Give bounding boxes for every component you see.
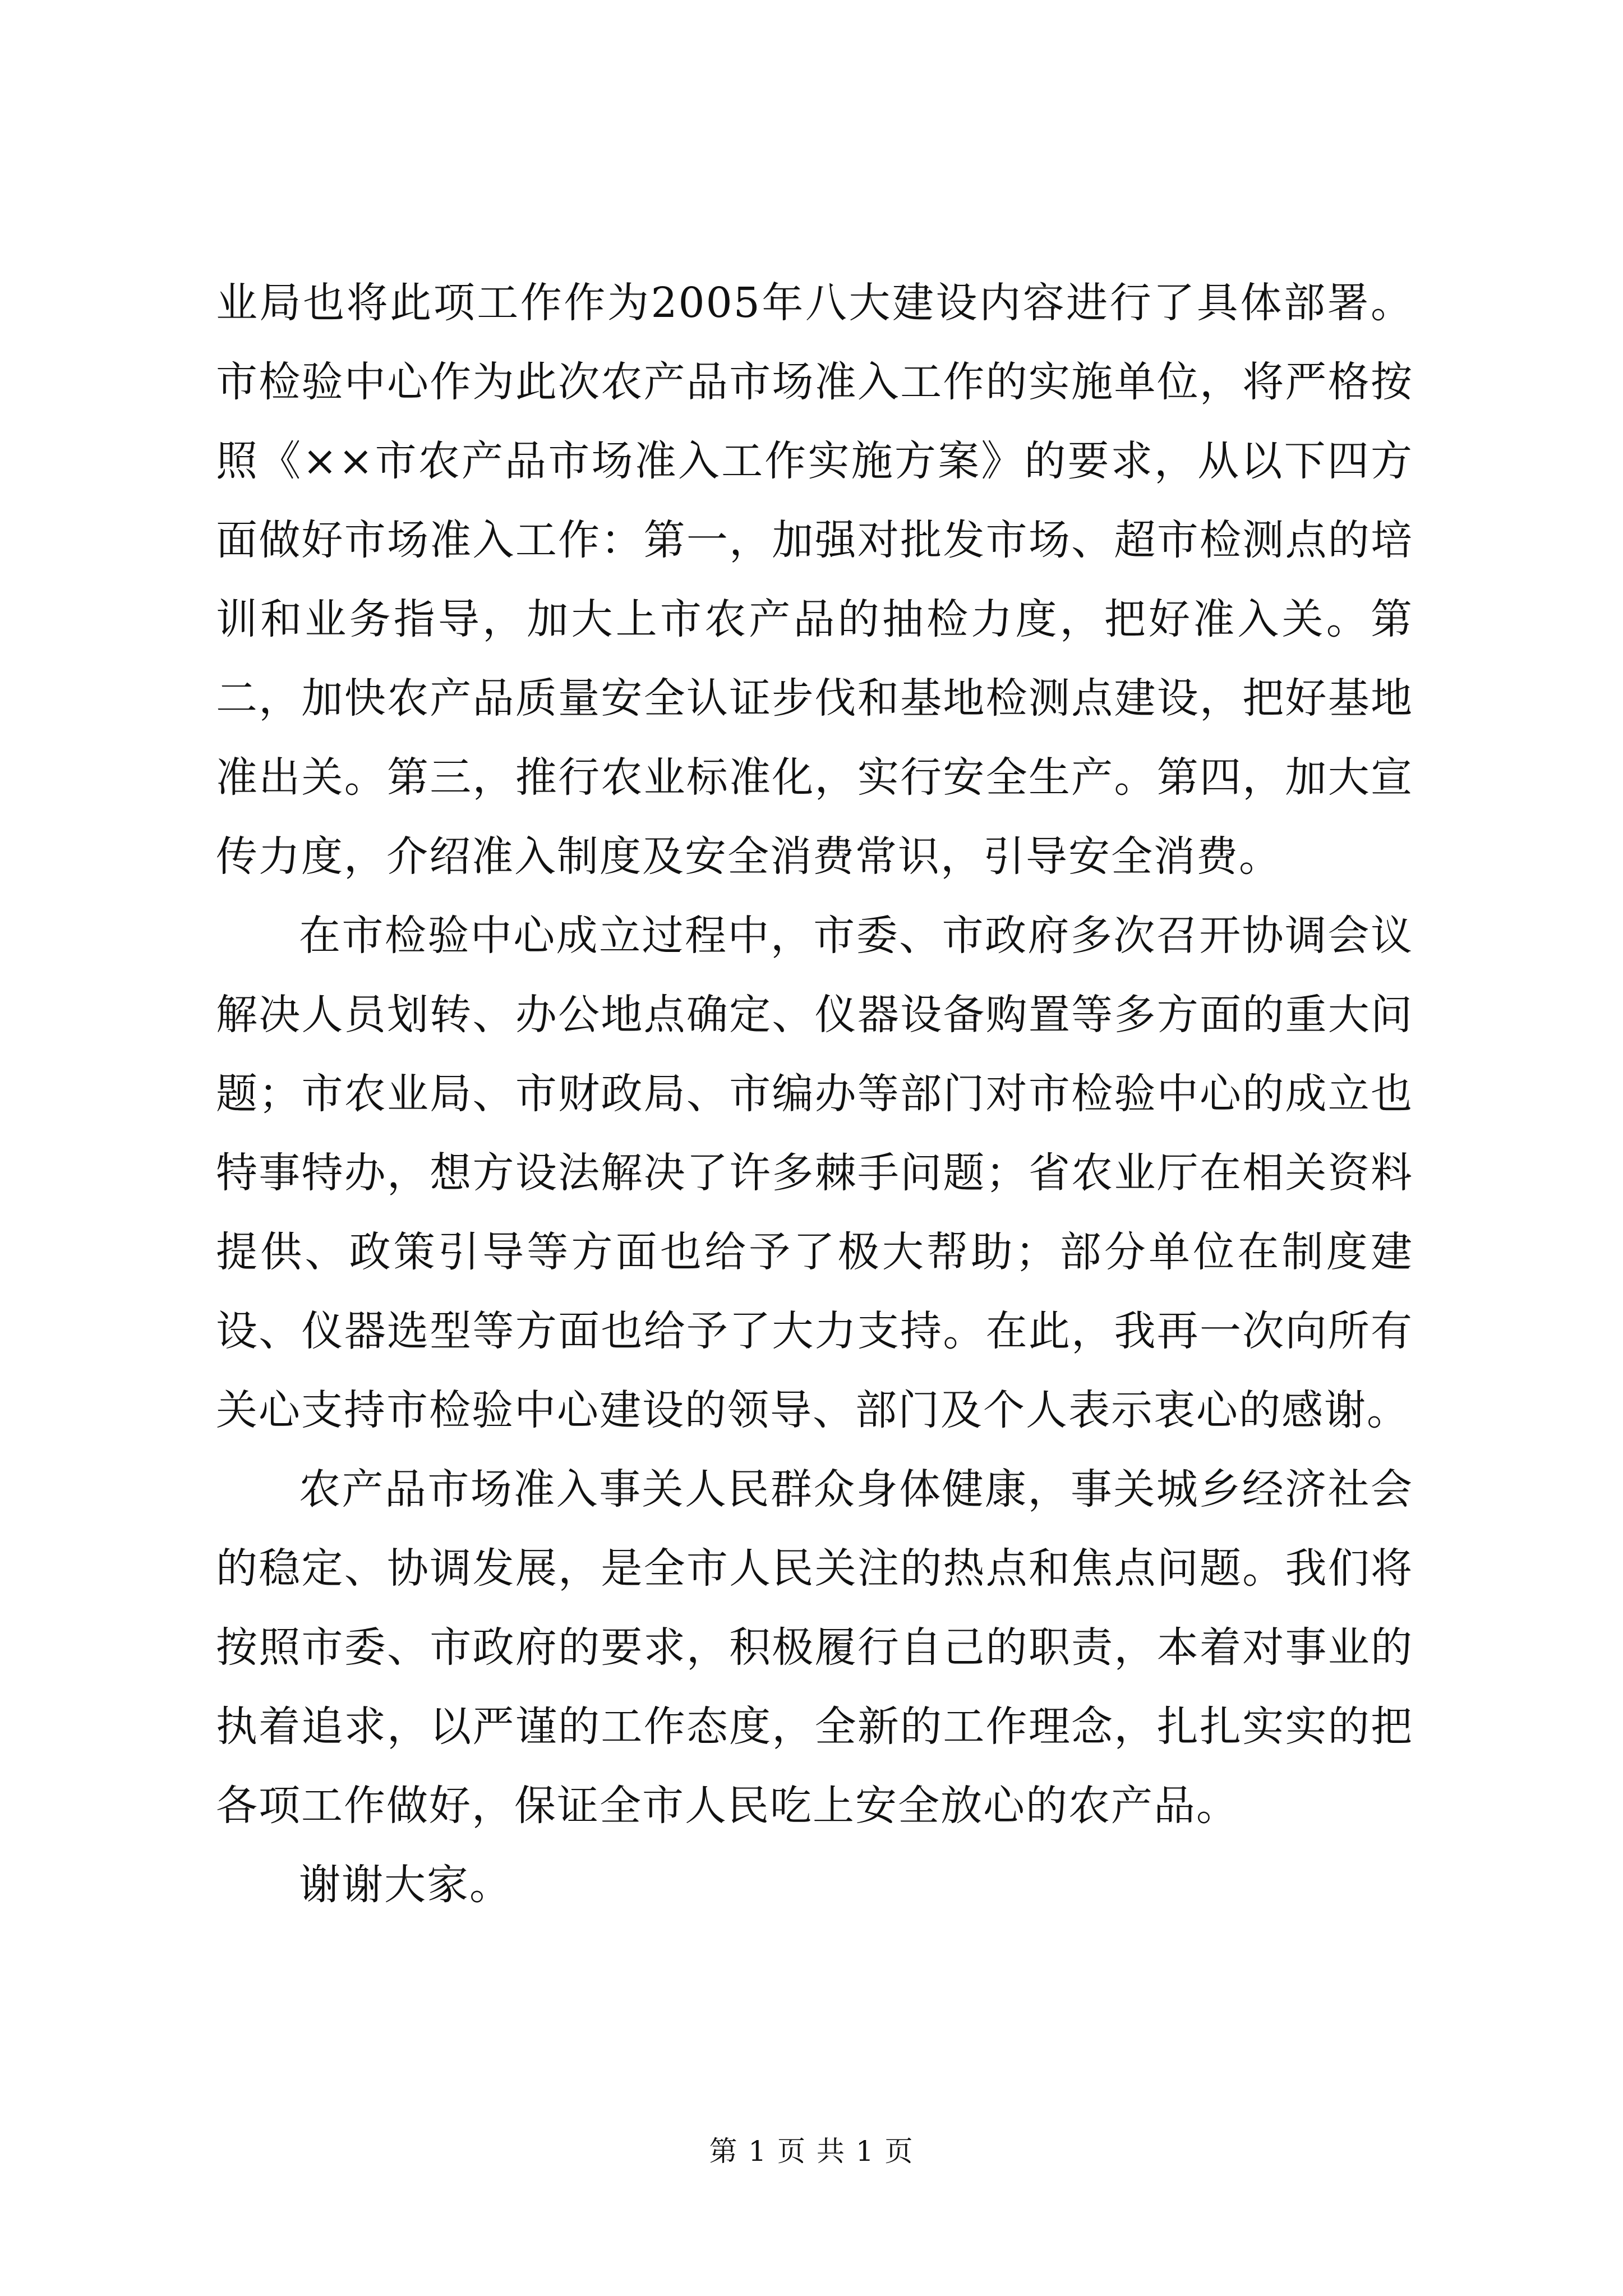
- document-body: [216, 264, 1413, 1925]
- paragraph-4: 谢谢大家。: [299, 1861, 512, 1909]
- paragraph-1: 业局也将此项工作作为2005年八大建设内容进行了具体部署。市检验中心作为此次农产品市场准入工作的实施单位，将严格按照《××市农产品市场准入工作实施方案》的要求，从以下四方面做好市场准入工作：第一，加强对批发市场、超市检测点的培训和业务指导，加大上市农产品的抽检力度，把好准入关。第二，加快农产品质量安全认证步伐和基地检测点建设，把好基地准出关。第三，推行农业标准化，实行安全生产。第四，加大宣传力度，介绍准入制度及安全消费常识，引导安全消费。: [216, 279, 1413, 881]
- paragraph-3: 农产品市场准入事关人民群众身体健康，事关城乡经济社会的稳定、协调发展，是全市人民关注的热点和焦点问题。我们将按照市委、市政府的要求，积极履行自己的职责，本着对事业的执着追求，以严谨的工作态度，全新的工作理念，扎扎实实的把各项工作做好，保证全市人民吃上安全放心的农产品。: [216, 1465, 1413, 1830]
- page-footer: [0, 2134, 1623, 2168]
- page-number-label: 第 1 页 共 1 页: [709, 2135, 914, 2168]
- paragraph-2: 在市检验中心成立过程中，市委、市政府多次召开协调会议解决人员划转、办公地点确定、仪器设备购置等多方面的重大问题；市农业局、市财政局、市编办等部门对市检验中心的成立也特事特办，想方设法解决了许多棘手问题；省农业厅在相关资料提供、政策引导等方面也给予了极大帮助；部分单位在制度建设、仪器选型等方面也给予了大力支持。在此，我再一次向所有关心支持市检验中心建设的领导、部门及个人表示衷心的感谢。: [216, 912, 1413, 1434]
